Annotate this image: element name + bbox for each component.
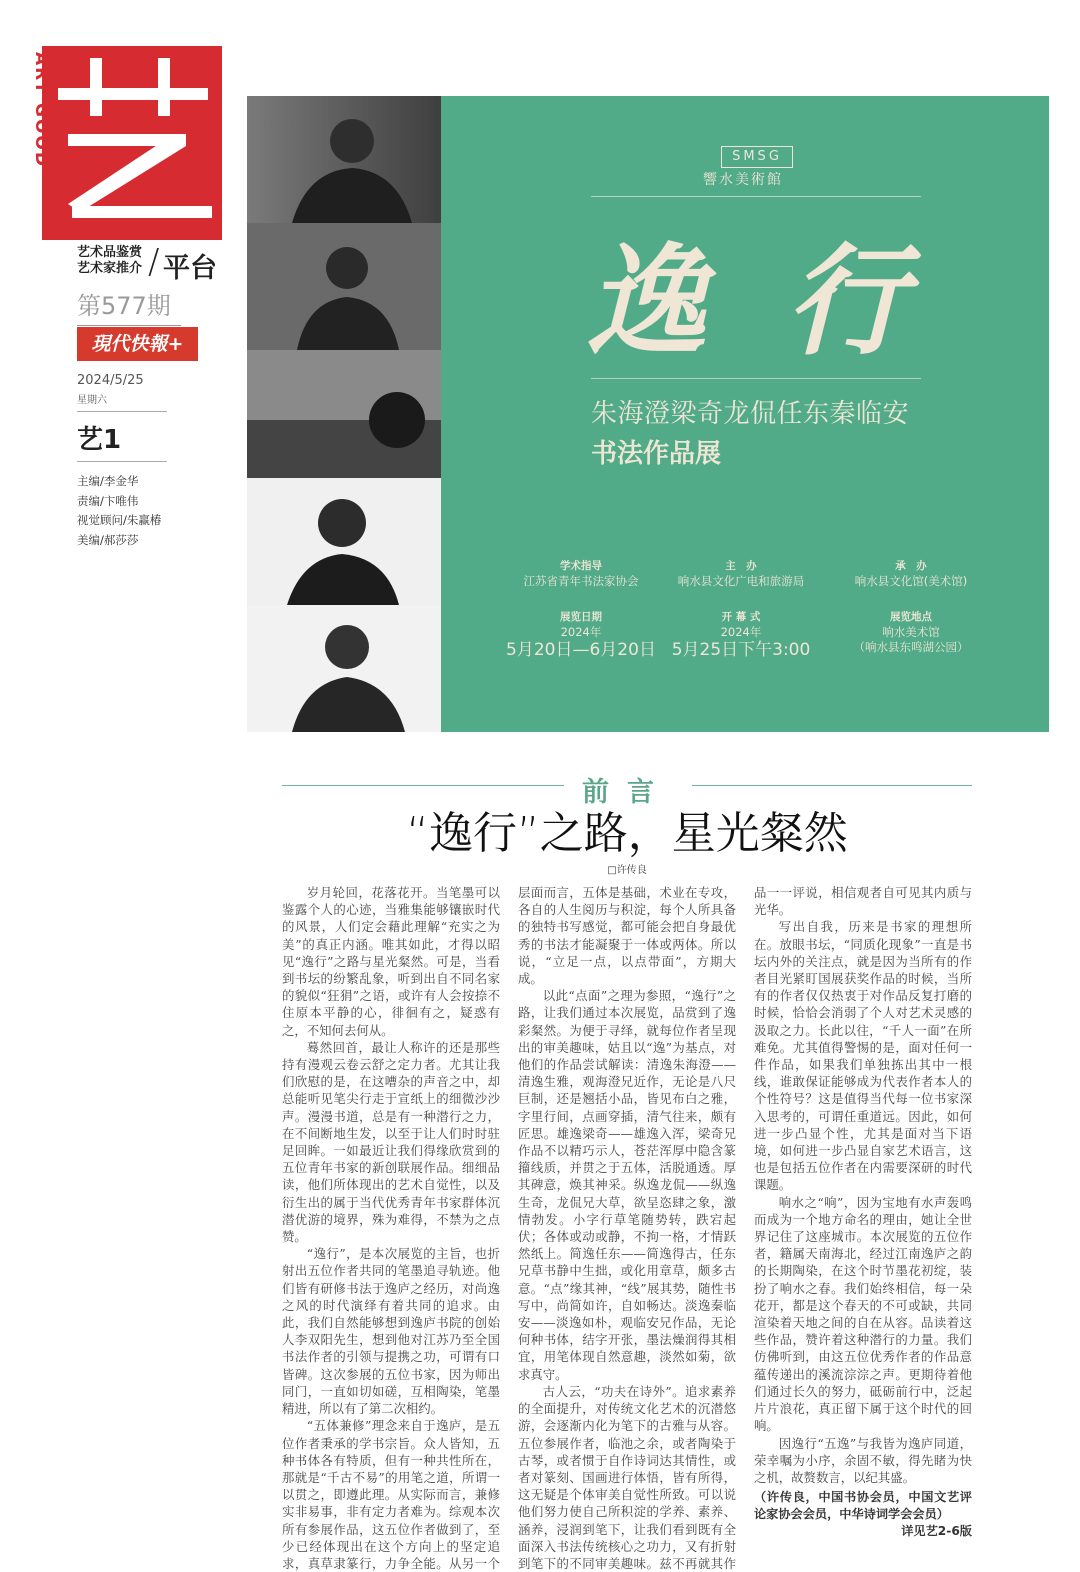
staff-list bbox=[77, 472, 161, 550]
slogan-line: 艺术品鉴赏 bbox=[77, 245, 143, 260]
artist-photo bbox=[247, 96, 441, 223]
artist-photo bbox=[247, 478, 441, 605]
paragraph: 写出自我，历来是书家的理想所在。放眼书坛，“同质化现象”一直是书坛内外的关注点，就是因为当所有的作者目光紧盯国展获奖作品的时候，当所有的作者仅仅热衷于对作品反复打磨的时候，恰恰会消弱了个人对艺术灵感的汲取之力。长此以往，“千人一面”在所难免。尤其值得警惕的是，面对任何一件作品，如果我们单独拣出其中一根线，谁敢保证能够成为代表作者本人的个性符号？这是值得当代每一位书家深入思考的，可谓任重道远。因此，如何进一步凸显个性，尤其是面对当下语境，如何进一步凸显自家艺术语言，这也是包括五位作者在内需要深研的时代课题。 bbox=[754, 919, 972, 1193]
exhibition-title: 书法作品展 bbox=[591, 439, 722, 469]
paragraph: “五体兼修”理念来自于逸庐，是五位作者秉承的学书宗旨。众人皆知，五种书体各有特质，但有一种共性所在，那就是“千古不易”的用笔之道，所谓一以贯之，即遵此理。从实际而言，兼修实非易事，非有定力者难为。综观本次所有参展作品，这五位作者做到了，至少已经体现出在这个方向上的坚定追求，真草隶篆行，力争全能。从另一个层面而言，五体是基础，术业在专攻，各自的人生阅历与积淀，每个人所具备的独特书写感觉，都可能会把自身最优秀的书法才能凝聚于一体或两体。所以说，“立足一点，以点带面”，方期大成。 bbox=[282, 885, 736, 1571]
staff-item: 责编/卞唯伟 bbox=[77, 493, 139, 508]
divider bbox=[77, 411, 167, 412]
staff-item: 美编/郝莎莎 bbox=[77, 532, 139, 547]
paragraph: “逸行”，是本次展览的主旨，也折射出五位作者共同的笔墨追寻轨迹。他们皆有研修书法于逸庐之经历，对尚逸之风的时代演绎有着共同的追求。由此，我们自然能够想到逸庐书院的创始人李双阳先生，想到他对江苏乃至全国书法作者的引领与提携之功，可谓有口皆碑。这次参展的五位书家，因为师出同门，一直如切如磋，互相陶染，笔墨精进，所以有了第二次相约。 bbox=[282, 1246, 500, 1417]
author-signature: （许传良，中国书协会员，中国文艺评论家协会会员，中华诗词学会会员） bbox=[754, 1490, 972, 1522]
slash-divider: / bbox=[148, 242, 160, 282]
art-good-logo bbox=[28, 42, 228, 242]
paragraph: 以此“点面”之理为参照，“逸行”之路，让我们通过本次展览，品赏到了逸彩粲然。为便于寻绎，就每位作者呈现出的审美趣味，姑且以“逸”为基点，对他们的作品尝试解读：清逸朱海澄——清逸生雅，观海澄兄近作，无论是八尺巨制，还是翘括小品，皆见布白之雅，字里行间，点画穿插，清气往来，颇有匠思。雄逸梁奇——雄逸入浑，梁奇兄作品不以精巧示人，苍茫浑厚中隐含篆籀线质，并贯之于五体，活脱通透。厚其碑意，焕其神采。纵逸龙侃——纵逸生奇，龙侃兄大草，欲呈恣肆之象，激情勃发。小字行草笔随势转，跌宕起伏；各体或动或静，不拘一格，才情跃然纸上。简逸任东——简逸得古，任东兄草书静中生拙，或化用章草，颇多古意。“点”缘其神，“线”展其势，随性书写中，尚简如许，自如畅达。淡逸秦临安——淡逸如朴，观临安兄作品，无论何种书体，结字开张，墨法燥润得其相宜，用笔体现自然意趣，淡然如菊，欲求真守。 bbox=[518, 988, 736, 1382]
calligraphy-title: 逸行 bbox=[586, 231, 986, 372]
headline: “逸行”之路，星光粲然 bbox=[406, 808, 848, 859]
byline: □许传良 bbox=[607, 865, 647, 876]
info-value: 5月25日下午3:00 bbox=[671, 640, 811, 660]
divider bbox=[282, 785, 564, 786]
artist-photo bbox=[247, 605, 441, 732]
section-kicker: 前言 bbox=[582, 777, 672, 808]
info-year: 响水美术馆 bbox=[882, 625, 940, 639]
divider bbox=[77, 461, 167, 462]
slogan bbox=[77, 245, 142, 277]
info-year: 2024年 bbox=[560, 625, 602, 639]
staff-item: 视觉顾问/朱赢椿 bbox=[77, 513, 162, 527]
paragraph: 岁月轮回，花落花开。当笔墨可以鉴露个人的心迹，当雅集能够镶嵌时代的风景，人们定会藉此理解“充实之为美”的真正内涵。唯其如此，才得以昭见“逸行”之路与星光粲然。可是，当看到书坛的纷繁乱象，听到出自不同名家的貌似“狂狷”之语，或许有人会按捺不住原本平静的心，徘徊有之，疑惑有之，不知何去何从。 bbox=[282, 885, 500, 1038]
museum-name: 響水美術館 bbox=[703, 172, 783, 188]
article-body bbox=[282, 884, 972, 1572]
issue-number: 第577期 bbox=[77, 286, 181, 326]
see-also: 详见艺2-6版 bbox=[901, 1524, 972, 1539]
paragraph: 古人云，“功夫在诗外”。追求素养的全面提升，对传统文化艺术的沉潜悠游，会逐渐内化为笔下的古雅与从容。五位参展作者，临池之余，或者陶染于古琴，或者惯于自作诗词达其情性，或者对篆刻、国画进行体悟，皆有所得，这无疑是个体审美自觉性所致。可以说他们努力使自己所积淀的学养、素养、涵养，浸润到笔下，让我们看到既有全面深入书法传统核心之功力，又有折射到笔下的不同审美趣味。兹不再就其作品一一评说，相信观者自可见其内质与光华。 bbox=[518, 885, 972, 1571]
artist-names: 朱海澄梁奇龙侃任东秦临安 bbox=[591, 399, 910, 429]
info-value: 江苏省青年书法家协会 bbox=[523, 574, 639, 588]
info-label: 开 幕 式 bbox=[721, 611, 761, 623]
paragraph: 因逸行“五逸”与我皆为逸庐同道，荣幸嘱为小序，余固不敏，得先睹为快之机，故赘数言，以纪其盛。 bbox=[754, 1435, 972, 1485]
info-label: 承 办 bbox=[895, 560, 927, 572]
museum-logo: SMSG bbox=[721, 146, 793, 168]
info-block bbox=[651, 559, 831, 589]
staff-item: 主编/李金华 bbox=[77, 474, 139, 488]
info-label: 主 办 bbox=[725, 560, 757, 572]
newspaper-logo: 現代快報+ bbox=[77, 327, 198, 361]
info-year: 2024年 bbox=[720, 625, 762, 639]
date-block bbox=[491, 610, 671, 660]
divider bbox=[591, 196, 921, 197]
info-label: 学术指导 bbox=[560, 560, 602, 572]
divider bbox=[692, 785, 972, 786]
info-block bbox=[491, 559, 671, 589]
divider bbox=[591, 378, 921, 379]
section-header bbox=[282, 770, 972, 808]
date-block bbox=[821, 610, 1001, 655]
date-block bbox=[651, 610, 831, 660]
info-value: 响水县文化广电和旅游局 bbox=[677, 574, 805, 588]
poster-content bbox=[441, 96, 1049, 732]
info-label: 展览日期 bbox=[560, 611, 602, 623]
svg-text:ART GOOD: ART GOOD bbox=[31, 52, 51, 168]
slogan-line: 艺术家推介 bbox=[77, 261, 143, 276]
platform-label: 平台 bbox=[163, 253, 217, 284]
issue-date: 2024/5/25 bbox=[77, 373, 144, 388]
artist-photo bbox=[247, 350, 441, 478]
paragraph: 蓦然回首，最让人称许的还是那些持有漫观云卷云舒之定力者。尤其让我们欣慰的是，在这嘈杂的声音之中，却总能听见笔尖行走于宣纸上的细微沙沙声。漫漫书道，总是有一种潜行之力，在不间断地生发，以至于让人们时时驻足回眸。一如最近让我们得缘欣赏到的五位青年书家的新创联展作品。细细品读，他们所体现出的艺术自觉性，以及衍生出的属于当代优秀青年书家群体沉潜优游的境界，殊为难得，不禁为之点赞。 bbox=[282, 1039, 500, 1245]
section-label: 艺1 bbox=[77, 425, 122, 455]
info-label: 展览地点 bbox=[890, 611, 932, 623]
info-value: （响水县东鸣湖公园） bbox=[853, 640, 969, 654]
info-value: 响水县文化馆(美术馆) bbox=[854, 574, 968, 588]
artist-photo bbox=[247, 223, 441, 350]
paragraph: 响水之“响”，因为宝地有水声轰鸣而成为一个地方命名的理由，她让全世界记住了这座城市。本次展览的五位作者，籍属天南海北，经过江南逸庐之韵的长期陶染，在这个时节墨花初绽，装扮了响水之春。我们始终相信，每一朵花开，都是这个春天的不可或缺，共同渲染着天地之间的自在从容。品读着这些作品，赞许着这种潜行的力量。我们仿佛听到，由这五位优秀作者的作品意蕴传递出的溪流淙淙之声。更期待着他们通过长久的努力，砥砺前行中，泛起片片浪花，真正留下属于这个时代的回响。 bbox=[754, 1194, 972, 1434]
info-block bbox=[821, 559, 1001, 589]
info-value: 5月20日—6月20日 bbox=[506, 640, 656, 660]
exhibition-poster bbox=[247, 96, 1049, 732]
weekday: 星期六 bbox=[77, 395, 107, 406]
